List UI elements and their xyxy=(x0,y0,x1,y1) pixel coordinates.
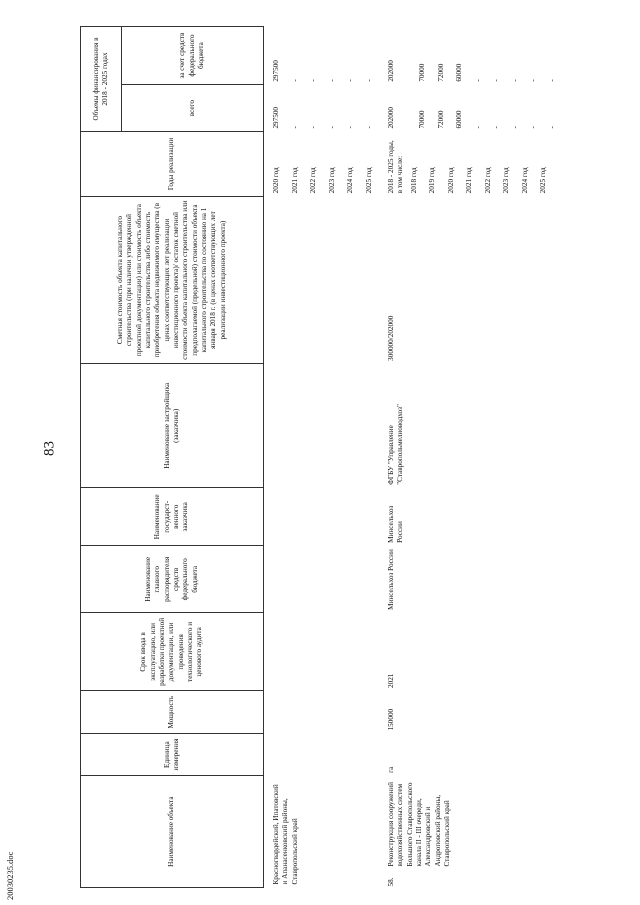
year-item: 2021 год xyxy=(290,167,299,194)
year-item: 2019 год xyxy=(428,167,437,194)
rotated-table-wrapper xyxy=(80,26,620,888)
header-federal: за счет средств федерального бюджета xyxy=(122,27,264,85)
header-state-customer: Наименование государст-венного заказчика xyxy=(81,488,264,546)
federal-value: - xyxy=(327,79,336,82)
header-row xyxy=(81,27,122,888)
total-cell xyxy=(270,85,385,132)
year-item: 2023 год xyxy=(327,167,336,194)
object-name: Реконструкция сооружений водохозяйственных систем Большого Ставропольского канала II - III очереди, Александровский и Андроповский районы, Ставропольский край xyxy=(387,782,452,867)
federal-value: - xyxy=(364,79,373,82)
table-row xyxy=(270,27,385,888)
total-value: - xyxy=(327,126,336,129)
year-item: 2020 год xyxy=(272,167,280,194)
years-cell xyxy=(270,132,385,197)
investment-objects-table xyxy=(80,26,568,888)
estimated-cost-cell: 300000/202000 xyxy=(387,315,395,361)
row-number: 58. xyxy=(387,877,395,887)
year-item: 2018 год xyxy=(409,167,418,194)
total-value: - xyxy=(547,126,556,129)
total-value: - xyxy=(492,126,501,129)
header-unit: Единица измерения xyxy=(81,733,264,775)
total-value: - xyxy=(473,126,482,129)
header-main-manager: Наименование главного распорядителя средств федерального бюджета xyxy=(81,546,264,613)
year-item: 2020 год xyxy=(446,167,455,194)
year-item: 2025 год xyxy=(539,167,548,194)
table-row xyxy=(385,27,568,888)
state-customer-cell xyxy=(270,488,385,546)
total-value: - xyxy=(364,126,373,129)
unit-cell xyxy=(270,733,385,775)
total-value: - xyxy=(510,126,519,129)
header-name: Наименование объекта xyxy=(81,776,264,888)
estimated-cost-cell xyxy=(270,196,385,364)
total-value: 60000 xyxy=(455,110,464,129)
federal-value: - xyxy=(473,79,482,82)
federal-head: 202000 xyxy=(387,60,395,82)
header-commissioning: Срок ввода в эксплуатацию, или разработки проектной документации, или проведения технологического и ценового аудита xyxy=(81,613,264,691)
year-item: 2023 год xyxy=(502,167,511,194)
total-value: - xyxy=(290,126,299,129)
years-cell xyxy=(385,132,568,197)
federal-value: - xyxy=(290,79,299,82)
total-value: 70000 xyxy=(418,110,427,129)
year-item: 2022 год xyxy=(483,167,492,194)
years-subtitle: в том числе: xyxy=(396,155,405,194)
federal-value: - xyxy=(492,79,501,82)
developer-cell: ФГБУ "Управление "Ставропольмелиоводхоз" xyxy=(387,404,405,485)
federal-value: - xyxy=(309,79,317,82)
years-range: 2018 - 2025 годы, xyxy=(387,140,395,194)
header-total: всего xyxy=(122,85,264,132)
federal-value: - xyxy=(547,79,556,82)
total-value: 72000 xyxy=(436,110,445,129)
total-head: 202000 xyxy=(387,106,395,129)
federal-value: - xyxy=(529,79,538,82)
year-item: 2025 год xyxy=(364,167,373,194)
developer-cell xyxy=(270,364,385,488)
object-name-cell xyxy=(385,776,568,888)
footer-doc-name: 20030235.doc xyxy=(5,851,15,900)
main-manager-cell: Минсельхоз России xyxy=(387,549,395,610)
commissioning-cell xyxy=(270,613,385,691)
federal-value: - xyxy=(346,79,354,82)
total-value: - xyxy=(309,126,317,129)
federal-cell xyxy=(385,27,568,85)
header-funding-group: Объемы финансирования в 2018 - 2025 годах xyxy=(81,27,122,132)
header-estimated-cost: Сметная стоимость объекта капитального строительства (при наличии утвержденной проектной документации) или стоимость объекта капитального строительства либо стоимость приобретения объекта недвижимого имущества (в ценах соответствующих лет реализации инвестиционного проекта)/ остаток сметной стоимости объекта капитального строительства или предполагаемой (предельной) стоимости объекта капитального строительства по состоянию на 1 января 2018 г. (в ценах соответствующих лет реализации инвестиционного проекта) xyxy=(81,196,264,364)
federal-value: 297500 xyxy=(272,60,280,82)
header-developer: Наименование застройщика (заказчика) xyxy=(81,364,264,488)
year-item: 2021 год xyxy=(465,167,474,194)
capacity-cell xyxy=(270,691,385,733)
federal-cell xyxy=(270,27,385,85)
main-manager-cell xyxy=(270,546,385,613)
federal-value: 60000 xyxy=(455,63,464,82)
header-capacity: Мощность xyxy=(81,691,264,733)
commissioning-cell: 2021 xyxy=(387,673,395,688)
federal-value: - xyxy=(510,79,519,82)
federal-value: 70000 xyxy=(418,63,427,82)
total-cell xyxy=(385,85,568,132)
federal-value: 72000 xyxy=(436,63,445,82)
year-item: 2022 год xyxy=(309,167,317,194)
total-value: - xyxy=(346,126,354,129)
capacity-cell: 150000 xyxy=(387,708,395,731)
header-years: Годы реализации xyxy=(81,132,264,197)
object-name-cell: Красногвардейский, Ипатовский и Апанасенковский районы, Ставропольский край xyxy=(272,784,299,885)
page-number: 83 xyxy=(41,441,58,456)
unit-cell: га xyxy=(387,766,395,773)
total-value: 297500 xyxy=(272,106,280,129)
year-item: 2024 год xyxy=(520,167,529,194)
total-value: - xyxy=(529,126,538,129)
year-item: 2024 год xyxy=(346,167,354,194)
state-customer-cell: Минсельхоз России xyxy=(387,505,405,543)
